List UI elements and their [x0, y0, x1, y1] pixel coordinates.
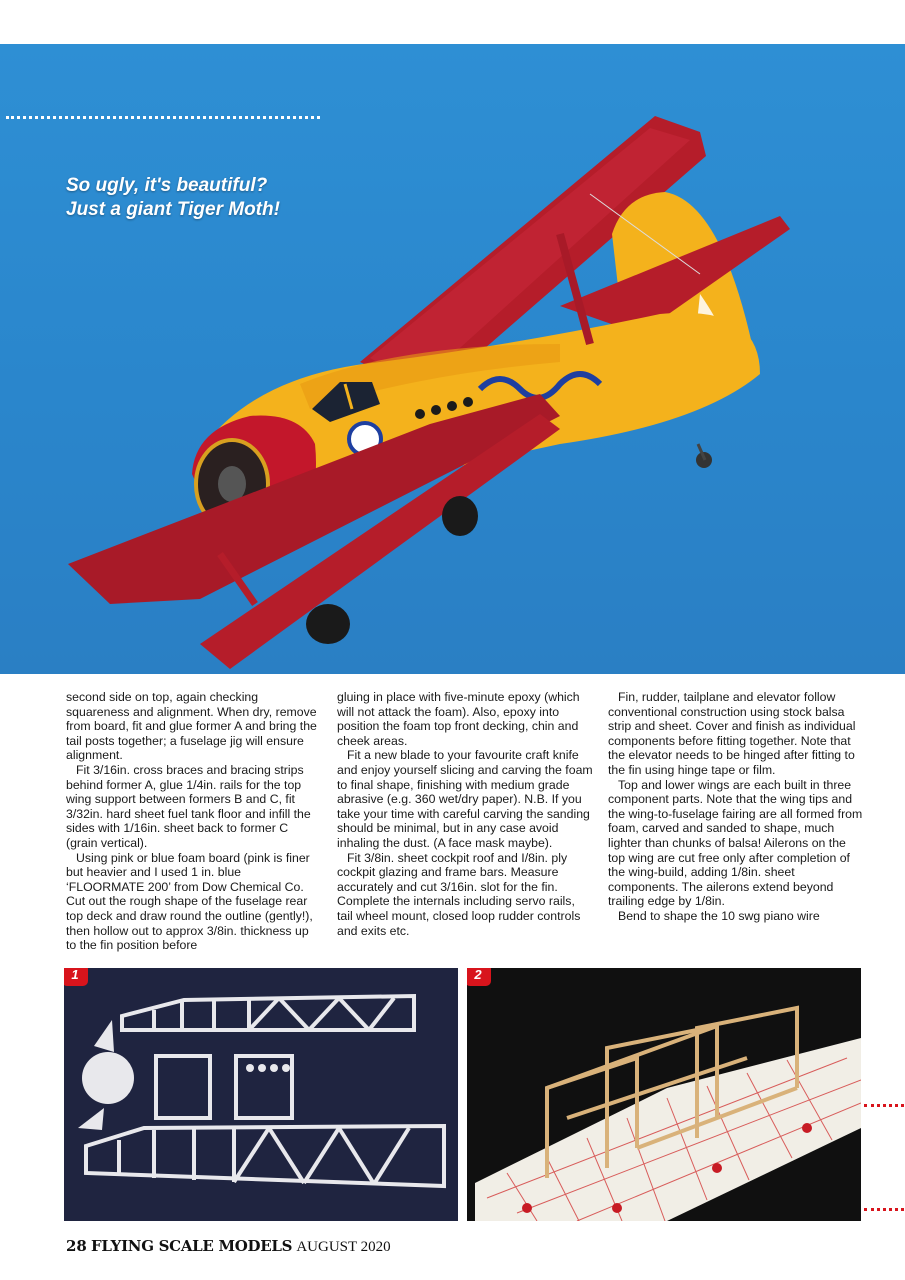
- caption-rule: [6, 116, 320, 119]
- paragraph: Using pink or blue foam board (pink is finer but heavier and I used 1 in. blue ‘FLOORMATE 200’ from Dow Chemical Co. Cut out the rough shape of the fuselage rear top deck and draw round the outline (gently!), then hollow out to approx 3/8in. thickness up to the fin position before: [66, 850, 313, 953]
- page-footer: [66, 1237, 391, 1256]
- photo-1-badge: 1: [64, 968, 88, 986]
- paragraph: Fit 3/8in. sheet cockpit roof and I/8in. ply cockpit glazing and frame bars. Measure accurately and cut 3/16in. slot for the fin. Complete the internals including servo rails, tail wheel mount, closed loop rudder controls and exits etc.: [337, 850, 581, 938]
- paragraph: Bend to shape the 10 swg piano wire: [618, 908, 820, 923]
- fuselage-jig-illustration: [467, 968, 861, 1221]
- text-column-2: [337, 690, 593, 938]
- magazine-title: FLYING SCALE MODELS: [91, 1237, 293, 1255]
- decor-rule-1: [864, 1104, 904, 1107]
- issue-date: AUGUST 2020: [296, 1239, 391, 1255]
- photo-2-fuselage-jig: [467, 968, 861, 1221]
- paragraph: Top and lower wings are each built in three component parts. Note that the wing tips and the wing-to-fuselage fairing are all formed from foam, carved and sanded to shape, much lighter than chunks of balsa! Ailerons on the top wing are cut free only after completion of the wing-build, adding 1/8in. sheet components. The ailerons extend beyond trailing edge by 1/8in.: [608, 777, 863, 909]
- biplane-illustration: [0, 44, 905, 674]
- main-wheel: [306, 604, 350, 644]
- paragraph: Fit a new blade to your favourite craft knife and enjoy yourself slicing and carving the foam to final shape, finishing with medium grade abrasive (e.g. 360 wet/dry paper). N.B. If you take your time with careful carving the sanding should be minimal, but in any case avoid inhaling the dust. (A face mask maybe).: [337, 748, 593, 850]
- decor-rule-2: [864, 1208, 904, 1211]
- caption-line-1: So ugly, it's beautiful?: [66, 175, 268, 196]
- caption-line-2: Just a giant Tiger Moth!: [66, 199, 280, 220]
- paragraph: Fit 3/16in. cross braces and bracing strips behind former A, glue 1/4in. rails for the top wing support between formers B and C, fit 3/32in. hard sheet fuel tank floor and infill the sides with 1/16in. sheet back to former C (grain vertical).: [66, 762, 311, 850]
- hero-caption: [66, 174, 326, 222]
- fuselage-parts-illustration: [64, 968, 458, 1221]
- hero-photo: [0, 44, 905, 674]
- photo-2-badge: 2: [467, 968, 491, 986]
- page-number: 28: [66, 1237, 87, 1255]
- paragraph: Fin, rudder, tailplane and elevator follow conventional construction using stock balsa strip and sheet. Cover and finish as individual components before fitting together. Note that the elevator needs to be hinged after fitting to the fin using hinge tape or film.: [608, 690, 856, 777]
- paragraph: gluing in place with five-minute epoxy (which will not attack the foam). Also, epoxy into position the foam top front decking, chin and cheek areas.: [337, 690, 580, 748]
- text-column-3: [608, 690, 864, 924]
- photo-1-fuselage-sides: [64, 968, 458, 1221]
- paragraph: second side on top, again checking squareness and alignment. When dry, remove from board, fit and glue former A and bring the tail posts together; a fuselage jig will ensure alignment.: [66, 690, 317, 763]
- text-column-1: [66, 690, 322, 953]
